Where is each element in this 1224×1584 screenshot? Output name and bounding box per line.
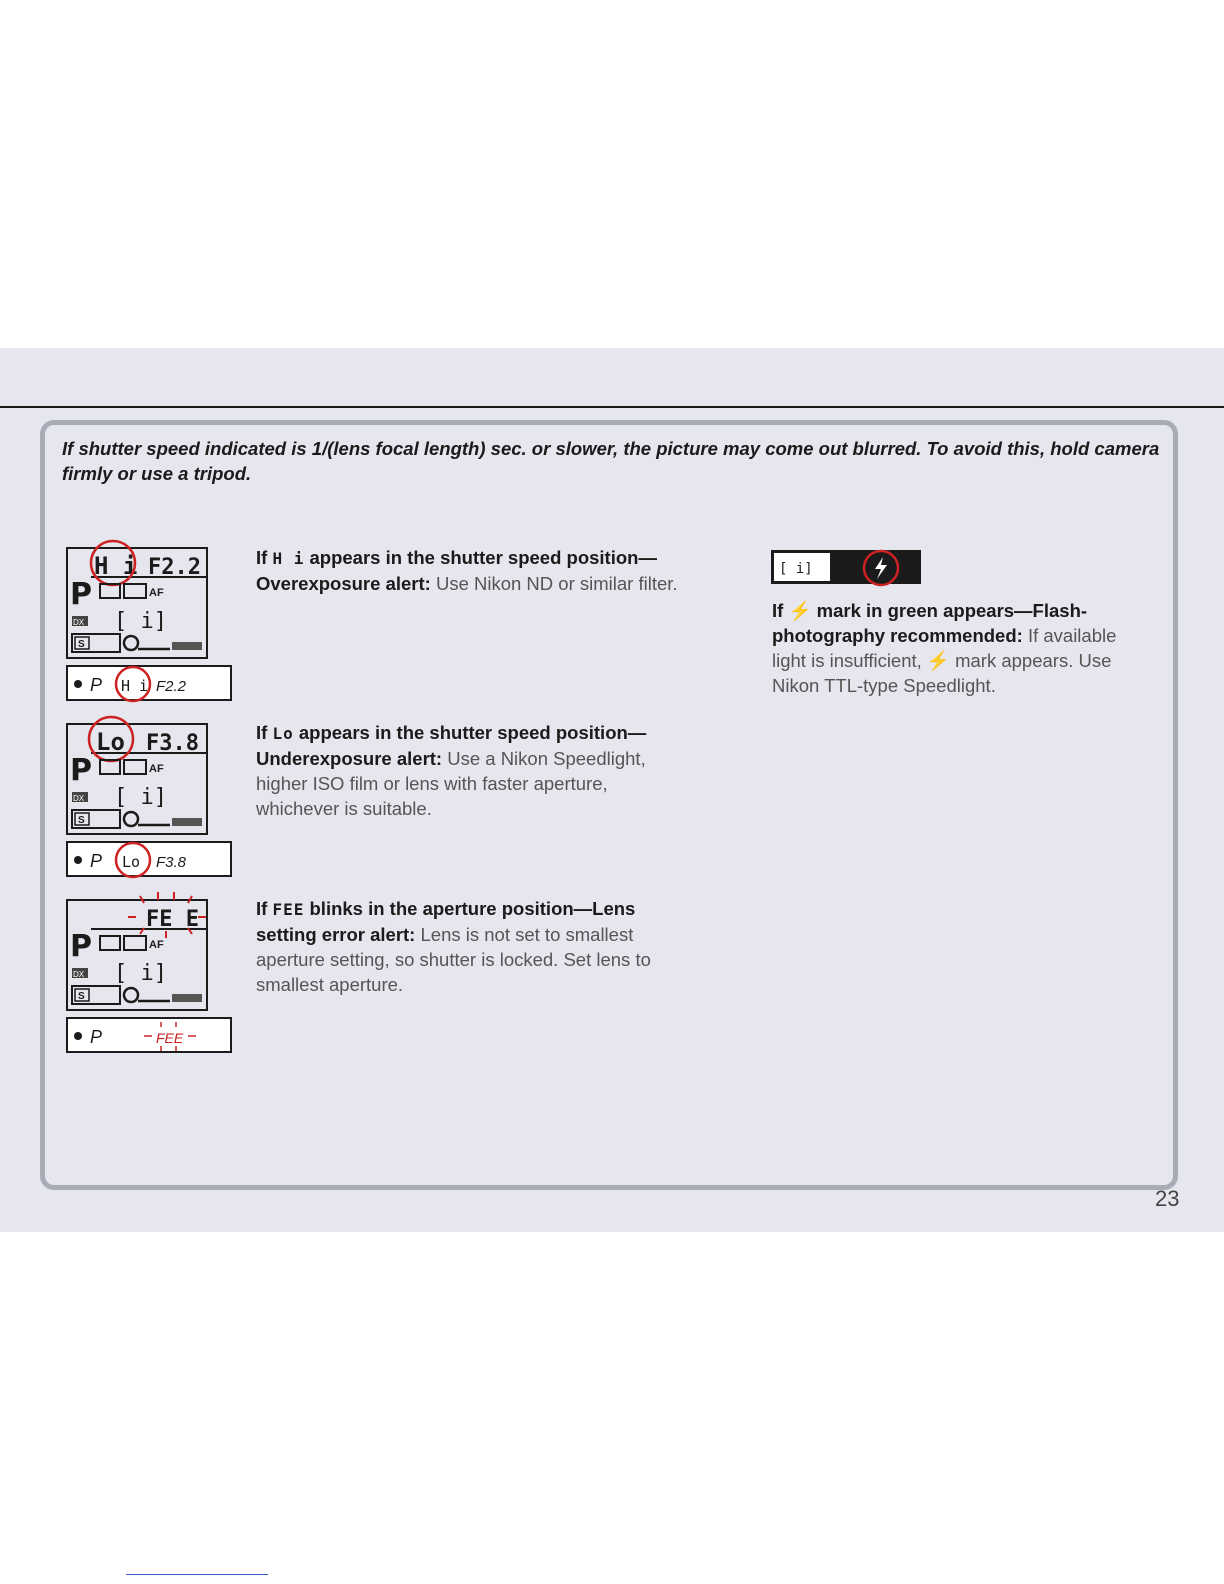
lcd-aperture-text: F3.8	[146, 731, 199, 756]
lcd-word: FEE	[272, 900, 305, 919]
dx-label: DX	[73, 970, 85, 979]
lcd-panel-lens-error	[66, 886, 236, 1056]
entry-lead: blinks in the aperture position—Lens setting error alert:	[256, 898, 636, 945]
af-label: AF	[149, 939, 164, 951]
entry-lead: appears in the shutter speed position—Underexposure alert:	[256, 722, 647, 769]
entry-body: If available light is insufficient, ⚡ mark appears. Use Nikon TTL-type Speedlight.	[772, 625, 1117, 696]
lcd-panel-overexposure	[66, 534, 236, 704]
entry-lead: appears in the shutter speed position—Overexposure alert:	[256, 547, 657, 594]
entry-prefix: If	[772, 600, 789, 621]
focus-dot-icon	[74, 1032, 82, 1040]
single-frame-label: S	[78, 639, 85, 650]
dx-label: DX	[73, 618, 85, 627]
lcd-shutter-text: H i	[94, 552, 138, 580]
battery-icon	[172, 818, 202, 826]
single-frame-label: S	[78, 815, 85, 826]
viewfinder-flash-display	[771, 548, 923, 588]
battery-icon	[172, 642, 202, 650]
entry-flash	[772, 598, 1144, 698]
af-label: AF	[149, 587, 164, 599]
footer-link-line	[126, 1574, 268, 1575]
lcd-shutter-text: Lo	[96, 728, 125, 756]
viewfinder-aperture: F2.2	[156, 678, 187, 695]
af-label: AF	[149, 763, 164, 775]
lcd-panel-underexposure	[66, 710, 236, 880]
focus-area-icon	[124, 584, 146, 598]
entry-underexposure	[256, 720, 686, 821]
entry-lens-error	[256, 896, 686, 997]
focus-dot-icon	[74, 856, 82, 864]
focus-area-icon	[124, 936, 146, 950]
top-rule	[0, 406, 1224, 408]
dx-label: DX	[73, 794, 85, 803]
entry-lead: mark in green appears—Flash-photography recommended:	[772, 600, 1088, 646]
entry-prefix: If	[256, 547, 273, 568]
focus-area-icon	[124, 760, 146, 774]
timer-icon	[124, 988, 138, 1002]
viewfinder-aperture: FEE	[156, 1030, 184, 1046]
viewfinder-mode: P	[90, 851, 103, 871]
entry-body: Use Nikon ND or similar filter.	[430, 573, 678, 594]
entry-body: Lens is not set to smallest aperture setting, so shutter is locked. Set lens to smallest aperture.	[256, 924, 651, 995]
timer-icon	[124, 636, 138, 650]
meter-icon	[100, 584, 120, 598]
mode-letter: P	[70, 577, 92, 612]
timer-icon	[124, 812, 138, 826]
lcd-word: Lo	[272, 724, 294, 743]
viewfinder-mode: P	[90, 1027, 103, 1047]
frame-count: [ i]	[114, 961, 167, 986]
viewfinder-shutter: H i	[121, 677, 149, 695]
entry-prefix: If	[256, 898, 273, 919]
meter-icon	[100, 936, 120, 950]
single-frame-label: S	[78, 991, 85, 1002]
mode-letter: P	[70, 753, 92, 788]
mode-letter: P	[70, 929, 92, 964]
viewfinder-shutter: Lo	[122, 853, 141, 871]
focus-dot-icon	[74, 680, 82, 688]
viewfinder-mode: P	[90, 675, 103, 695]
lcd-word: H i	[272, 549, 305, 568]
intro-text: If shutter speed indicated is 1/(lens focal length) sec. or slower, the picture may come out blurred. To avoid this, hold camera firmly or use a tripod.	[62, 438, 1160, 484]
lcd-aperture-text: FE E	[146, 907, 199, 932]
frame-count: [ i]	[114, 785, 167, 810]
entry-prefix: If	[256, 722, 273, 743]
flash-mark: ⚡	[788, 600, 812, 621]
entry-body: Use a Nikon Speedlight, higher ISO film or lens with faster aperture, whichever is suitable.	[256, 748, 646, 819]
viewfinder-aperture: F3.8	[156, 854, 187, 871]
lcd-aperture-text: F2.2	[148, 555, 201, 580]
battery-icon	[172, 994, 202, 1002]
frame-count: [ i]	[114, 609, 167, 634]
viewfinder-count: [ i]	[779, 561, 813, 577]
entry-overexposure	[256, 545, 686, 596]
page-number: 23	[1155, 1186, 1180, 1211]
